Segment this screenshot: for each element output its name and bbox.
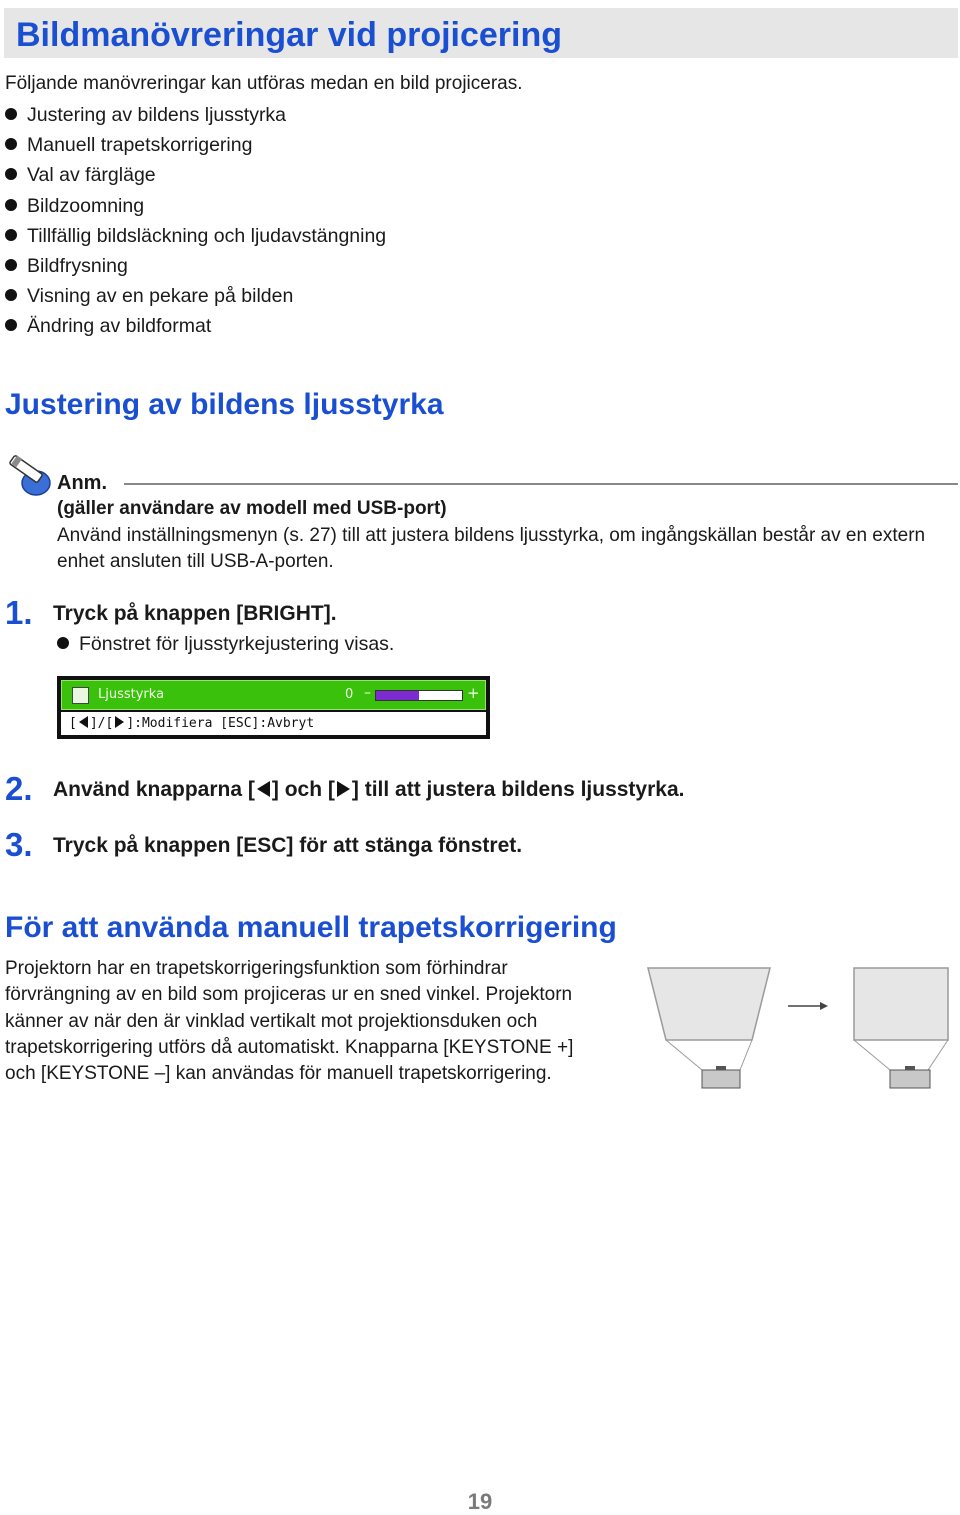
step-1 <box>5 594 337 632</box>
step-text: Tryck på knappen [BRIGHT]. <box>53 602 337 625</box>
right-arrow-icon <box>337 781 350 797</box>
step-1-bullet: Fönstret för ljusstyrkejustering visas. <box>57 633 394 656</box>
bullet-dot-icon <box>5 259 17 271</box>
left-arrow-icon <box>79 716 88 728</box>
note-pencil-icon <box>4 450 52 498</box>
list-item: Bildfrysning <box>5 251 386 281</box>
step-number: 3. <box>5 826 33 863</box>
osd-minus: – <box>364 685 371 701</box>
page-title: Bildmanövreringar vid projicering <box>16 16 563 54</box>
bullet-dot-icon <box>5 168 17 180</box>
osd-label: Ljusstyrka <box>98 687 165 702</box>
osd-plus: + <box>467 684 480 702</box>
note-subtitle: (gäller användare av modell med USB-port) <box>57 498 447 519</box>
bullet-dot-icon <box>57 637 69 649</box>
bullet-dot-icon <box>5 138 17 150</box>
list-item: Bildzoomning <box>5 191 386 221</box>
brightness-slider[interactable] <box>375 690 463 701</box>
bullet-dot-icon <box>5 319 17 331</box>
step-3 <box>5 826 522 864</box>
keystone-heading: För att använda manuell trapetskorrigering <box>5 911 617 944</box>
sun-icon <box>72 687 89 704</box>
step-number: 2. <box>5 770 33 807</box>
bullet-dot-icon <box>5 108 17 120</box>
bullet-dot-icon <box>5 289 17 301</box>
list-item: Justering av bildens ljusstyrka <box>5 100 386 130</box>
osd-value: 0 <box>345 687 354 702</box>
list-item: Val av färgläge <box>5 160 386 190</box>
list-item: Tillfällig bildsläckning och ljudavstängning <box>5 221 386 251</box>
note-divider <box>124 483 958 485</box>
brightness-slider-fill <box>376 691 419 700</box>
operations-list <box>5 100 386 342</box>
osd-help-row <box>61 712 486 735</box>
bullet-dot-icon <box>5 199 17 211</box>
list-item: Visning av en pekare på bilden <box>5 281 386 311</box>
title-bar <box>4 8 958 58</box>
intro-text: Följande manövreringar kan utföras medan en bild projiceras. <box>5 73 523 94</box>
note-body: Använd inställningsmenyn (s. 27) till att justera bildens ljusstyrka, om ingångskällan består av en extern enhet ansluten till USB-A-porten. <box>57 525 926 572</box>
left-arrow-icon <box>257 781 270 797</box>
osd-brightness-row <box>61 680 486 710</box>
step-2 <box>5 770 684 808</box>
corrected-screen-illustration <box>854 968 948 1088</box>
note-label: Anm. <box>57 472 107 494</box>
keystone-diagram <box>640 960 952 1100</box>
list-item: Ändring av bildformat <box>5 311 386 341</box>
arrow-right-icon <box>788 1002 828 1010</box>
bullet-dot-icon <box>5 229 17 241</box>
page-number: 19 <box>467 1489 493 1514</box>
brightness-osd-window <box>57 676 490 739</box>
step-text: Använd knapparna [ ] och [ ] till att justera bildens ljusstyrka. <box>53 778 685 801</box>
list-item: Manuell trapetskorrigering <box>5 130 386 160</box>
brightness-heading: Justering av bildens ljusstyrka <box>5 388 444 421</box>
right-arrow-icon <box>115 716 124 728</box>
distorted-screen-illustration <box>648 968 770 1088</box>
osd-help-text: [ ]/[ ]:Modifiera [ESC]:Avbryt <box>69 716 315 731</box>
keystone-paragraph: Projektorn har en trapetskorrigeringsfunktion som förhindrar förvrängning av en bild som projiceras ur en sned vinkel. Projektorn känner av när den är vinklad vertikalt mot projektionsduken och trapetskorrigering utförs då automatiskt. Knapparna [KEYSTONE +] och [KEYSTONE –] kan användas för manuell trapetskorrigering. <box>5 958 574 1085</box>
step-text: Tryck på knappen [ESC] för att stänga fönstret. <box>53 834 523 857</box>
step-number: 1. <box>5 594 33 631</box>
